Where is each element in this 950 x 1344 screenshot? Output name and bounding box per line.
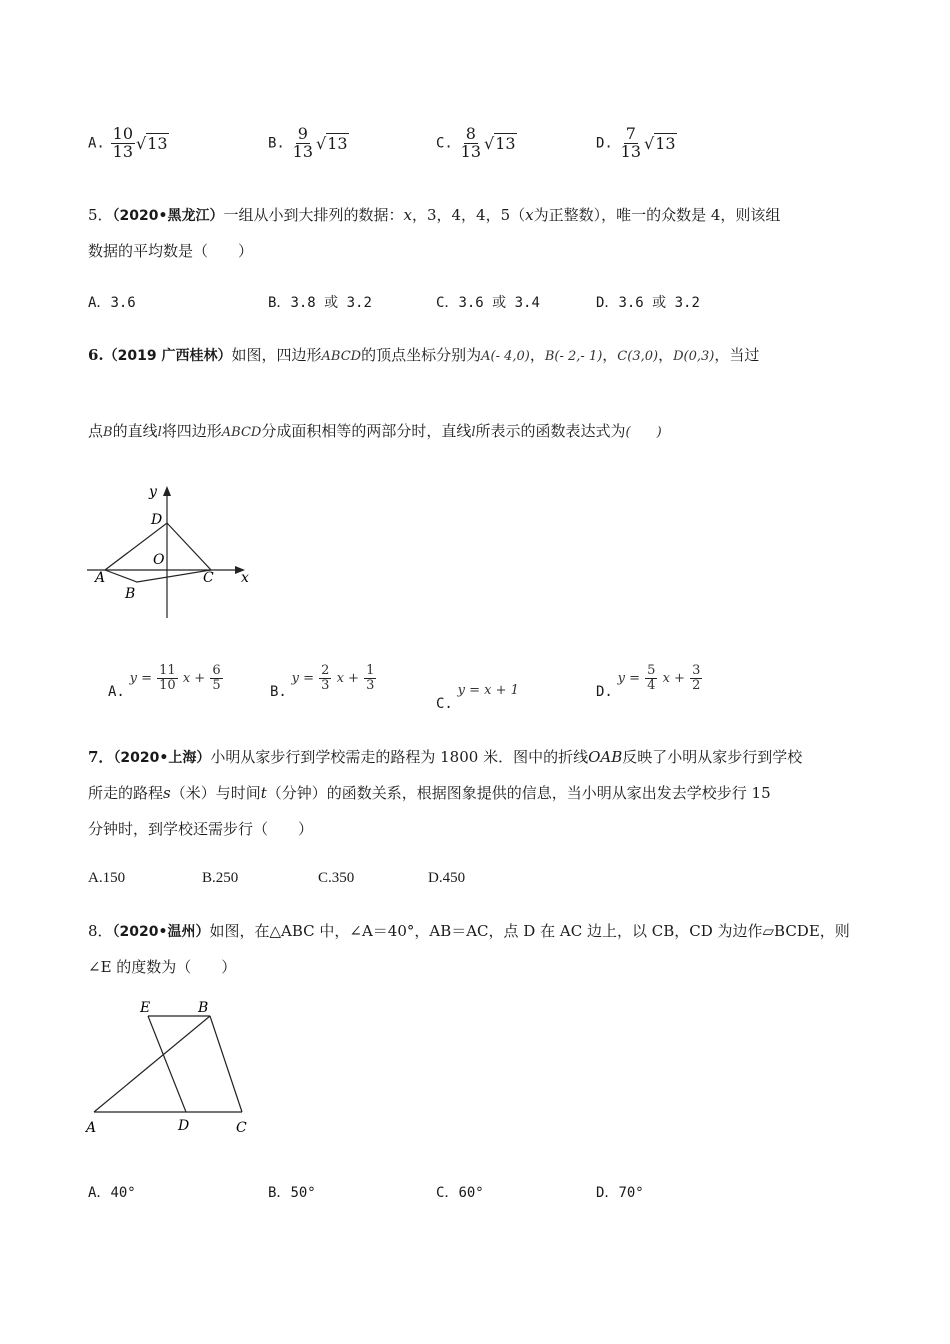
q4-option-d: D. $\frac{7}{13}$ √ 13	[596, 124, 676, 161]
sqrt: √ 13	[484, 134, 516, 154]
q7-line3: 分钟时，到学校还需步行（ ）	[88, 820, 314, 838]
q8-option-a: A．40°	[88, 1185, 136, 1201]
q6-option-a: A. y = $\frac{11}{10}$ x + $\frac{6}{5}$	[108, 663, 221, 700]
q8-line2: ∠E 的度数为（ ）	[88, 958, 237, 976]
q7-option-d: D.450	[428, 870, 466, 886]
fraction: $\frac{10}{13}$	[112, 124, 133, 161]
q8-source: （2020•温州）	[112, 924, 210, 940]
q4-option-a: A. $\frac{10}{13}$ √ 13	[88, 124, 168, 161]
label-d: D	[151, 512, 163, 528]
q5-source: （2020•黑龙江）	[112, 208, 224, 224]
label-o: O	[153, 552, 165, 568]
label-c: C	[203, 570, 214, 586]
label-b: B	[125, 586, 136, 602]
q5-option-b: B．3.8 或 3.2	[268, 295, 372, 311]
q6-option-d: D. y = $\frac{5}{4}$ x + $\frac{3}{2}$	[596, 663, 701, 700]
label-c: C	[236, 1120, 247, 1136]
q8-line1: 8．（2020•温州）如图，在△ABC 中，∠A＝40°，AB＝AC，点 D 在 AC 边上，以 CB，CD 为边作▱BCDE，则	[88, 922, 850, 940]
sqrt: √ 13	[316, 134, 348, 154]
label-b: B	[198, 1000, 209, 1016]
q6-line2: 点B的直线l将四边形ABCD分成面积相等的两部分时，直线l所表示的函数表达式为( )	[88, 422, 662, 440]
q6-quadrilateral-figure	[85, 478, 265, 623]
q7-line2: 所走的路程s（米）与时间t（分钟）的函数关系，根据图象提供的信息，当小明从家出发去学校步行 15	[88, 784, 771, 802]
label-a: A	[86, 1120, 97, 1136]
q7-option-a: A.150	[88, 870, 126, 886]
q6-line1: 6.（2019 广西桂林）如图，四边形ABCD的顶点坐标分别为A(- 4,0)，B(- 2,- 1)，C(3,0)，D(0,3)，当过	[88, 346, 760, 364]
q5-option-c: C．3.6 或 3.4	[436, 295, 540, 311]
sqrt: √ 13	[136, 134, 168, 154]
segment-bc	[210, 1016, 242, 1112]
label-e: E	[140, 1000, 151, 1016]
fraction: $\frac{9}{13}$	[292, 124, 313, 161]
q5-option-a: A．3.6	[88, 295, 136, 311]
q8-option-d: D．70°	[596, 1185, 644, 1201]
q6-option-c: C. y = x + 1	[436, 683, 519, 712]
q7-source: （2020•上海）	[113, 750, 211, 766]
fraction: $\frac{7}{13}$	[620, 124, 641, 161]
q7-line1: 7．（2020•上海）小明从家步行到学校需走的路程为 1800 米．图中的折线OAB反映了小明从家步行到学校	[88, 748, 803, 766]
q7-option-c: C.350	[318, 870, 355, 886]
label-x: x	[241, 570, 249, 586]
segment-ed	[148, 1016, 186, 1112]
y-axis-arrow	[163, 486, 171, 496]
q5-line2: 数据的平均数是（ ）	[88, 242, 254, 260]
q5-line1: 5．（2020•黑龙江）一组从小到大排列的数据：x，3，4，4，5（x为正整数），唯一的众数是 4，则该组	[88, 206, 781, 224]
q6-source: （2019 广西桂林）	[103, 348, 232, 364]
q7-option-b: B.250	[202, 870, 239, 886]
q5-option-d: D．3.6 或 3.2	[596, 295, 700, 311]
label-a: A	[95, 570, 106, 586]
q4-option-c: C. $\frac{8}{13}$ √ 13	[436, 124, 516, 161]
sqrt: √ 13	[644, 134, 676, 154]
q6-option-b: B. y = $\frac{2}{3}$ x + $\frac{1}{3}$	[270, 663, 375, 700]
label-d: D	[178, 1118, 190, 1134]
fraction: $\frac{8}{13}$	[460, 124, 481, 161]
q8-parallelogram-figure	[80, 994, 260, 1140]
q8-option-c: C．60°	[436, 1185, 484, 1201]
segment-ab	[94, 1016, 210, 1112]
q4-option-b: B. $\frac{9}{13}$ √ 13	[268, 124, 348, 161]
q8-option-b: B．50°	[268, 1185, 316, 1201]
label-y: y	[149, 484, 157, 500]
